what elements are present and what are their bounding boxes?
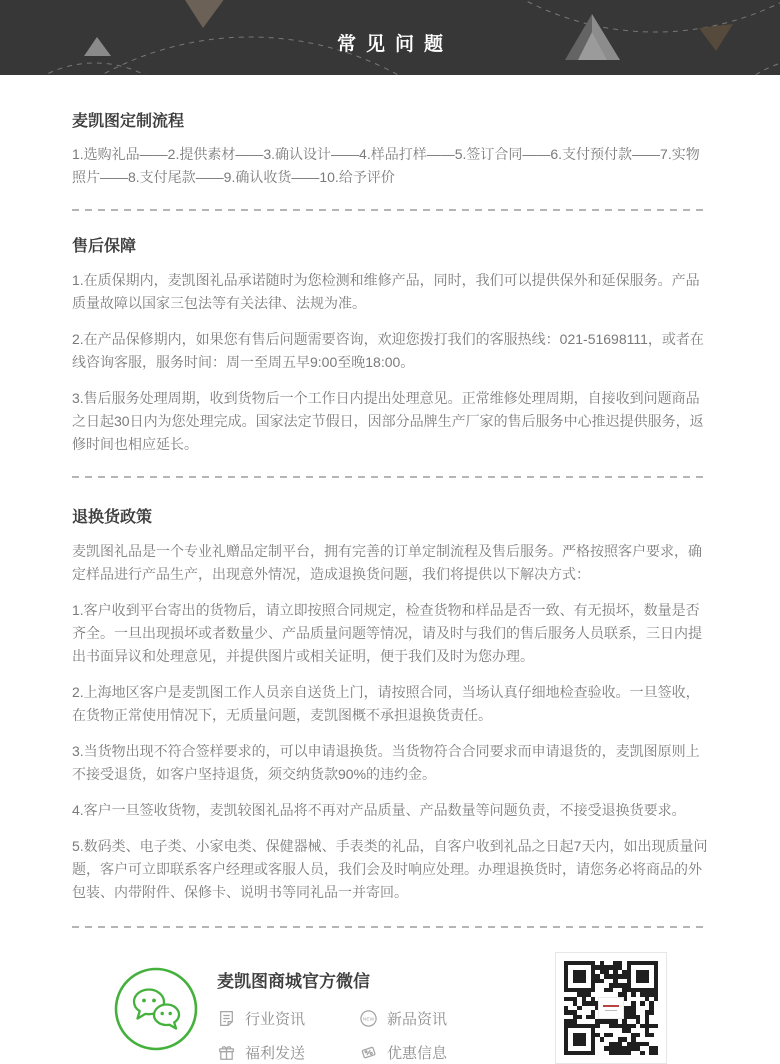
svg-text:NEW: NEW	[362, 1017, 375, 1023]
qr-center-logo	[598, 997, 624, 1019]
feature-label: 福利发送	[245, 1045, 306, 1062]
feature-industry-news	[217, 1008, 359, 1029]
returns-paragraph: 4.客户一旦签收货物，麦凯较图礼品将不再对产品质量、产品数量等问题负责，不接受退换货要求。	[72, 802, 686, 818]
wechat-feature-list	[217, 1008, 447, 1063]
coupon-icon	[359, 1043, 378, 1062]
aftersale-paragraph: 3.售后服务处理周期，收到货物后一个工作日内提出处理意见。正常维修处理周期，自接收到问题商品之日起30日内为您处理完成。国家法定节假日，因部分品牌生产厂家的售后服务中心推迟提供服务，返修时间也相应延长。	[72, 390, 704, 452]
aftersale-paragraph: 2.在产品保修期内，如果您有售后问题需要咨询，欢迎您拨打我们的客服热线：021-51698111，或者在线咨询客服，服务时间：周一至周五早9:00至晚18:00。	[72, 331, 704, 370]
returns-section-heading: 退换货政策	[72, 509, 153, 526]
returns-intro: 麦凯图礼品是一个专业礼赠品定制平台，拥有完善的订单定制流程及售后服务。严格按照客户要求，确定样品进行产品生产，出现意外情况，造成退换货问题，我们将提供以下解决方式：	[72, 543, 702, 582]
feature-discount-info	[359, 1042, 447, 1063]
aftersale-section-heading: 售后保障	[72, 238, 137, 255]
wechat-footer	[72, 952, 708, 1064]
feature-benefits	[217, 1042, 359, 1063]
returns-paragraph: 5.数码类、电子类、小家电类、保健器械、手表类的礼品，自客户收到礼品之日起7天内，如出现质量问题，客户可立即联系客户经理或客服人员，我们会及时响应处理。办理退换货时，请您务必将商品的外包装、内带附件、保修卡、说明书等同礼品一并寄回。	[72, 838, 708, 900]
wechat-qr-code	[555, 952, 667, 1064]
page-banner	[0, 0, 780, 75]
new-badge-icon	[359, 1009, 378, 1028]
returns-paragraph: 3.当货物出现不符合签样要求的，可以申请退换货。当货物符合合同要求而申请退货的，麦凯图原则上不接受退货，如客户坚持退货，须交纳货款90%的违约金。	[72, 743, 700, 782]
returns-paragraph: 2.上海地区客户是麦凯图工作人员亲自送货上门，请按照合同，当场认真仔细地检查验收。一旦签收，在货物正常使用情况下，无质量问题，麦凯图概不承担退换货责任。	[72, 684, 700, 723]
wechat-account-title: 麦凯图商城官方微信	[217, 972, 370, 991]
dashed-divider	[72, 476, 708, 478]
feature-label: 新品资讯	[387, 1011, 448, 1028]
gift-icon	[217, 1043, 236, 1062]
feature-label: 优惠信息	[387, 1045, 448, 1062]
aftersale-paragraph: 1.在质保期内，麦凯图礼品承诺随时为您检测和维修产品，同时，我们可以提供保外和延保服务。产品质量故障以国家三包法等有关法律、法规为准。	[72, 272, 700, 311]
wechat-icon	[113, 966, 199, 1052]
page-title: 常见问题	[336, 34, 453, 55]
process-section-heading: 麦凯图定制流程	[72, 113, 185, 130]
document-icon	[217, 1009, 236, 1028]
feature-new-product-news	[359, 1008, 447, 1029]
dashed-divider	[72, 209, 708, 211]
feature-label: 行业资讯	[245, 1011, 306, 1028]
returns-paragraph: 1.客户收到平台寄出的货物后，请立即按照合同规定，检查货物和样品是否一致、有无损坏，数量是否齐全。一旦出现损坏或者数量少、产品质量问题等情况，请及时与我们的售后服务人员联系，三日内提出书面异议和处理意见，并提供图片或相关证明，便于我们及时为您办理。	[72, 602, 702, 664]
process-steps-text: 1.选购礼品——2.提供素材——3.确认设计——4.样品打样——5.签订合同——6.支付预付款——7.实物照片——8.支付尾款——9.确认收货——10.给予评价	[72, 146, 700, 185]
dashed-divider	[72, 926, 708, 928]
